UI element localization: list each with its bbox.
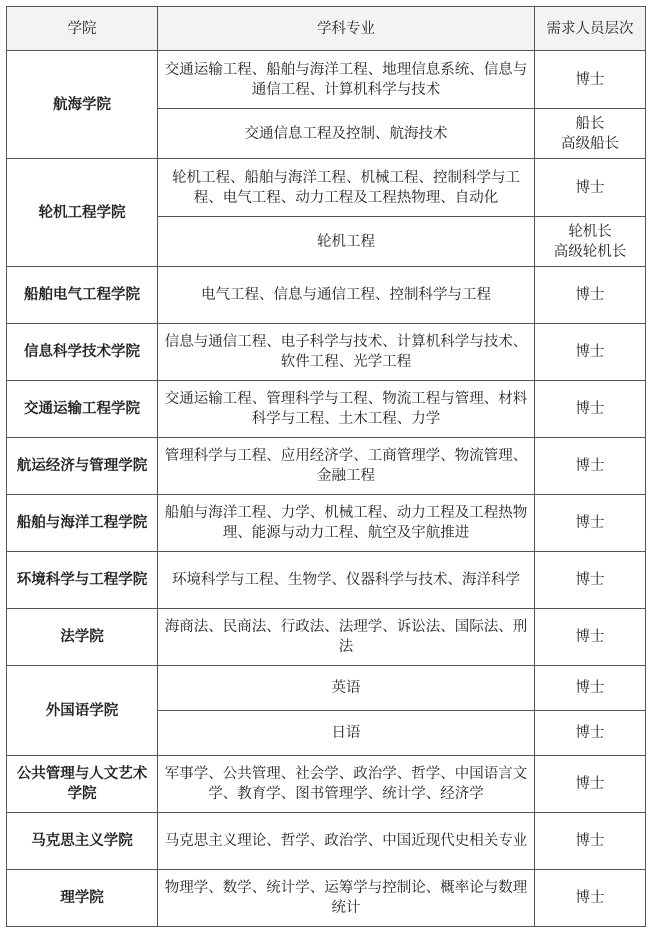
table-row	[7, 756, 646, 813]
table-row	[7, 51, 646, 109]
table-row	[7, 666, 646, 711]
header-major: 学科专业	[158, 7, 535, 51]
level-cell: 博士	[535, 381, 646, 438]
table-row	[7, 267, 646, 324]
level-cell: 博士	[535, 609, 646, 666]
major-cell: 电气工程、信息与通信工程、控制科学与工程	[158, 267, 535, 324]
college-cell: 船舶电气工程学院	[7, 267, 158, 324]
level-cell: 船长 高级船长	[535, 109, 646, 159]
level-cell: 博士	[535, 870, 646, 927]
college-cell: 法学院	[7, 609, 158, 666]
level-cell: 轮机长 高级轮机长	[535, 217, 646, 267]
table-row	[7, 609, 646, 666]
major-cell: 海商法、民商法、行政法、法理学、诉讼法、国际法、刑法	[158, 609, 535, 666]
major-cell: 船舶与海洋工程、力学、机械工程、动力工程及工程热物理、能源与动力工程、航空及宇航推进	[158, 495, 535, 552]
major-cell: 日语	[158, 711, 535, 756]
college-cell: 航运经济与管理学院	[7, 438, 158, 495]
level-cell: 博士	[535, 267, 646, 324]
college-cell: 航海学院	[7, 51, 158, 159]
major-cell: 马克思主义理论、哲学、政治学、中国近现代史相关专业	[158, 813, 535, 870]
major-cell: 军事学、公共管理、社会学、政治学、哲学、中国语言文学、教育学、图书管理学、统计学、经济学	[158, 756, 535, 813]
college-cell: 公共管理与人文艺术学院	[7, 756, 158, 813]
level-cell: 博士	[535, 552, 646, 609]
level-cell: 博士	[535, 666, 646, 711]
level-cell: 博士	[535, 159, 646, 217]
level-cell: 博士	[535, 324, 646, 381]
major-cell: 环境科学与工程、生物学、仪器科学与技术、海洋科学	[158, 552, 535, 609]
level-cell: 博士	[535, 495, 646, 552]
recruitment-table	[6, 6, 646, 927]
header-row	[7, 7, 646, 51]
major-cell: 交通信息工程及控制、航海技术	[158, 109, 535, 159]
major-cell: 轮机工程、船舶与海洋工程、机械工程、控制科学与工程、电气工程、动力工程及工程热物理、自动化	[158, 159, 535, 217]
header-level: 需求人员层次	[535, 7, 646, 51]
college-cell: 船舶与海洋工程学院	[7, 495, 158, 552]
table-row	[7, 324, 646, 381]
level-cell: 博士	[535, 438, 646, 495]
table-row	[7, 552, 646, 609]
level-cell: 博士	[535, 813, 646, 870]
major-cell: 交通运输工程、管理科学与工程、物流工程与管理、材料科学与工程、土木工程、力学	[158, 381, 535, 438]
college-cell: 马克思主义学院	[7, 813, 158, 870]
table-row	[7, 159, 646, 217]
major-cell: 信息与通信工程、电子科学与技术、计算机科学与技术、软件工程、光学工程	[158, 324, 535, 381]
college-cell: 理学院	[7, 870, 158, 927]
header-college: 学院	[7, 7, 158, 51]
college-cell: 外国语学院	[7, 666, 158, 756]
table-row	[7, 381, 646, 438]
major-cell: 英语	[158, 666, 535, 711]
level-cell: 博士	[535, 756, 646, 813]
table-row	[7, 870, 646, 927]
major-cell: 物理学、数学、统计学、运筹学与控制论、概率论与数理统计	[158, 870, 535, 927]
level-cell: 博士	[535, 51, 646, 109]
table-row	[7, 438, 646, 495]
college-cell: 环境科学与工程学院	[7, 552, 158, 609]
major-cell: 轮机工程	[158, 217, 535, 267]
level-cell: 博士	[535, 711, 646, 756]
college-cell: 轮机工程学院	[7, 159, 158, 267]
major-cell: 交通运输工程、船舶与海洋工程、地理信息系统、信息与通信工程、计算机科学与技术	[158, 51, 535, 109]
table-row	[7, 813, 646, 870]
major-cell: 管理科学与工程、应用经济学、工商管理学、物流管理、金融工程	[158, 438, 535, 495]
college-cell: 信息科学技术学院	[7, 324, 158, 381]
college-cell: 交通运输工程学院	[7, 381, 158, 438]
table-row	[7, 495, 646, 552]
